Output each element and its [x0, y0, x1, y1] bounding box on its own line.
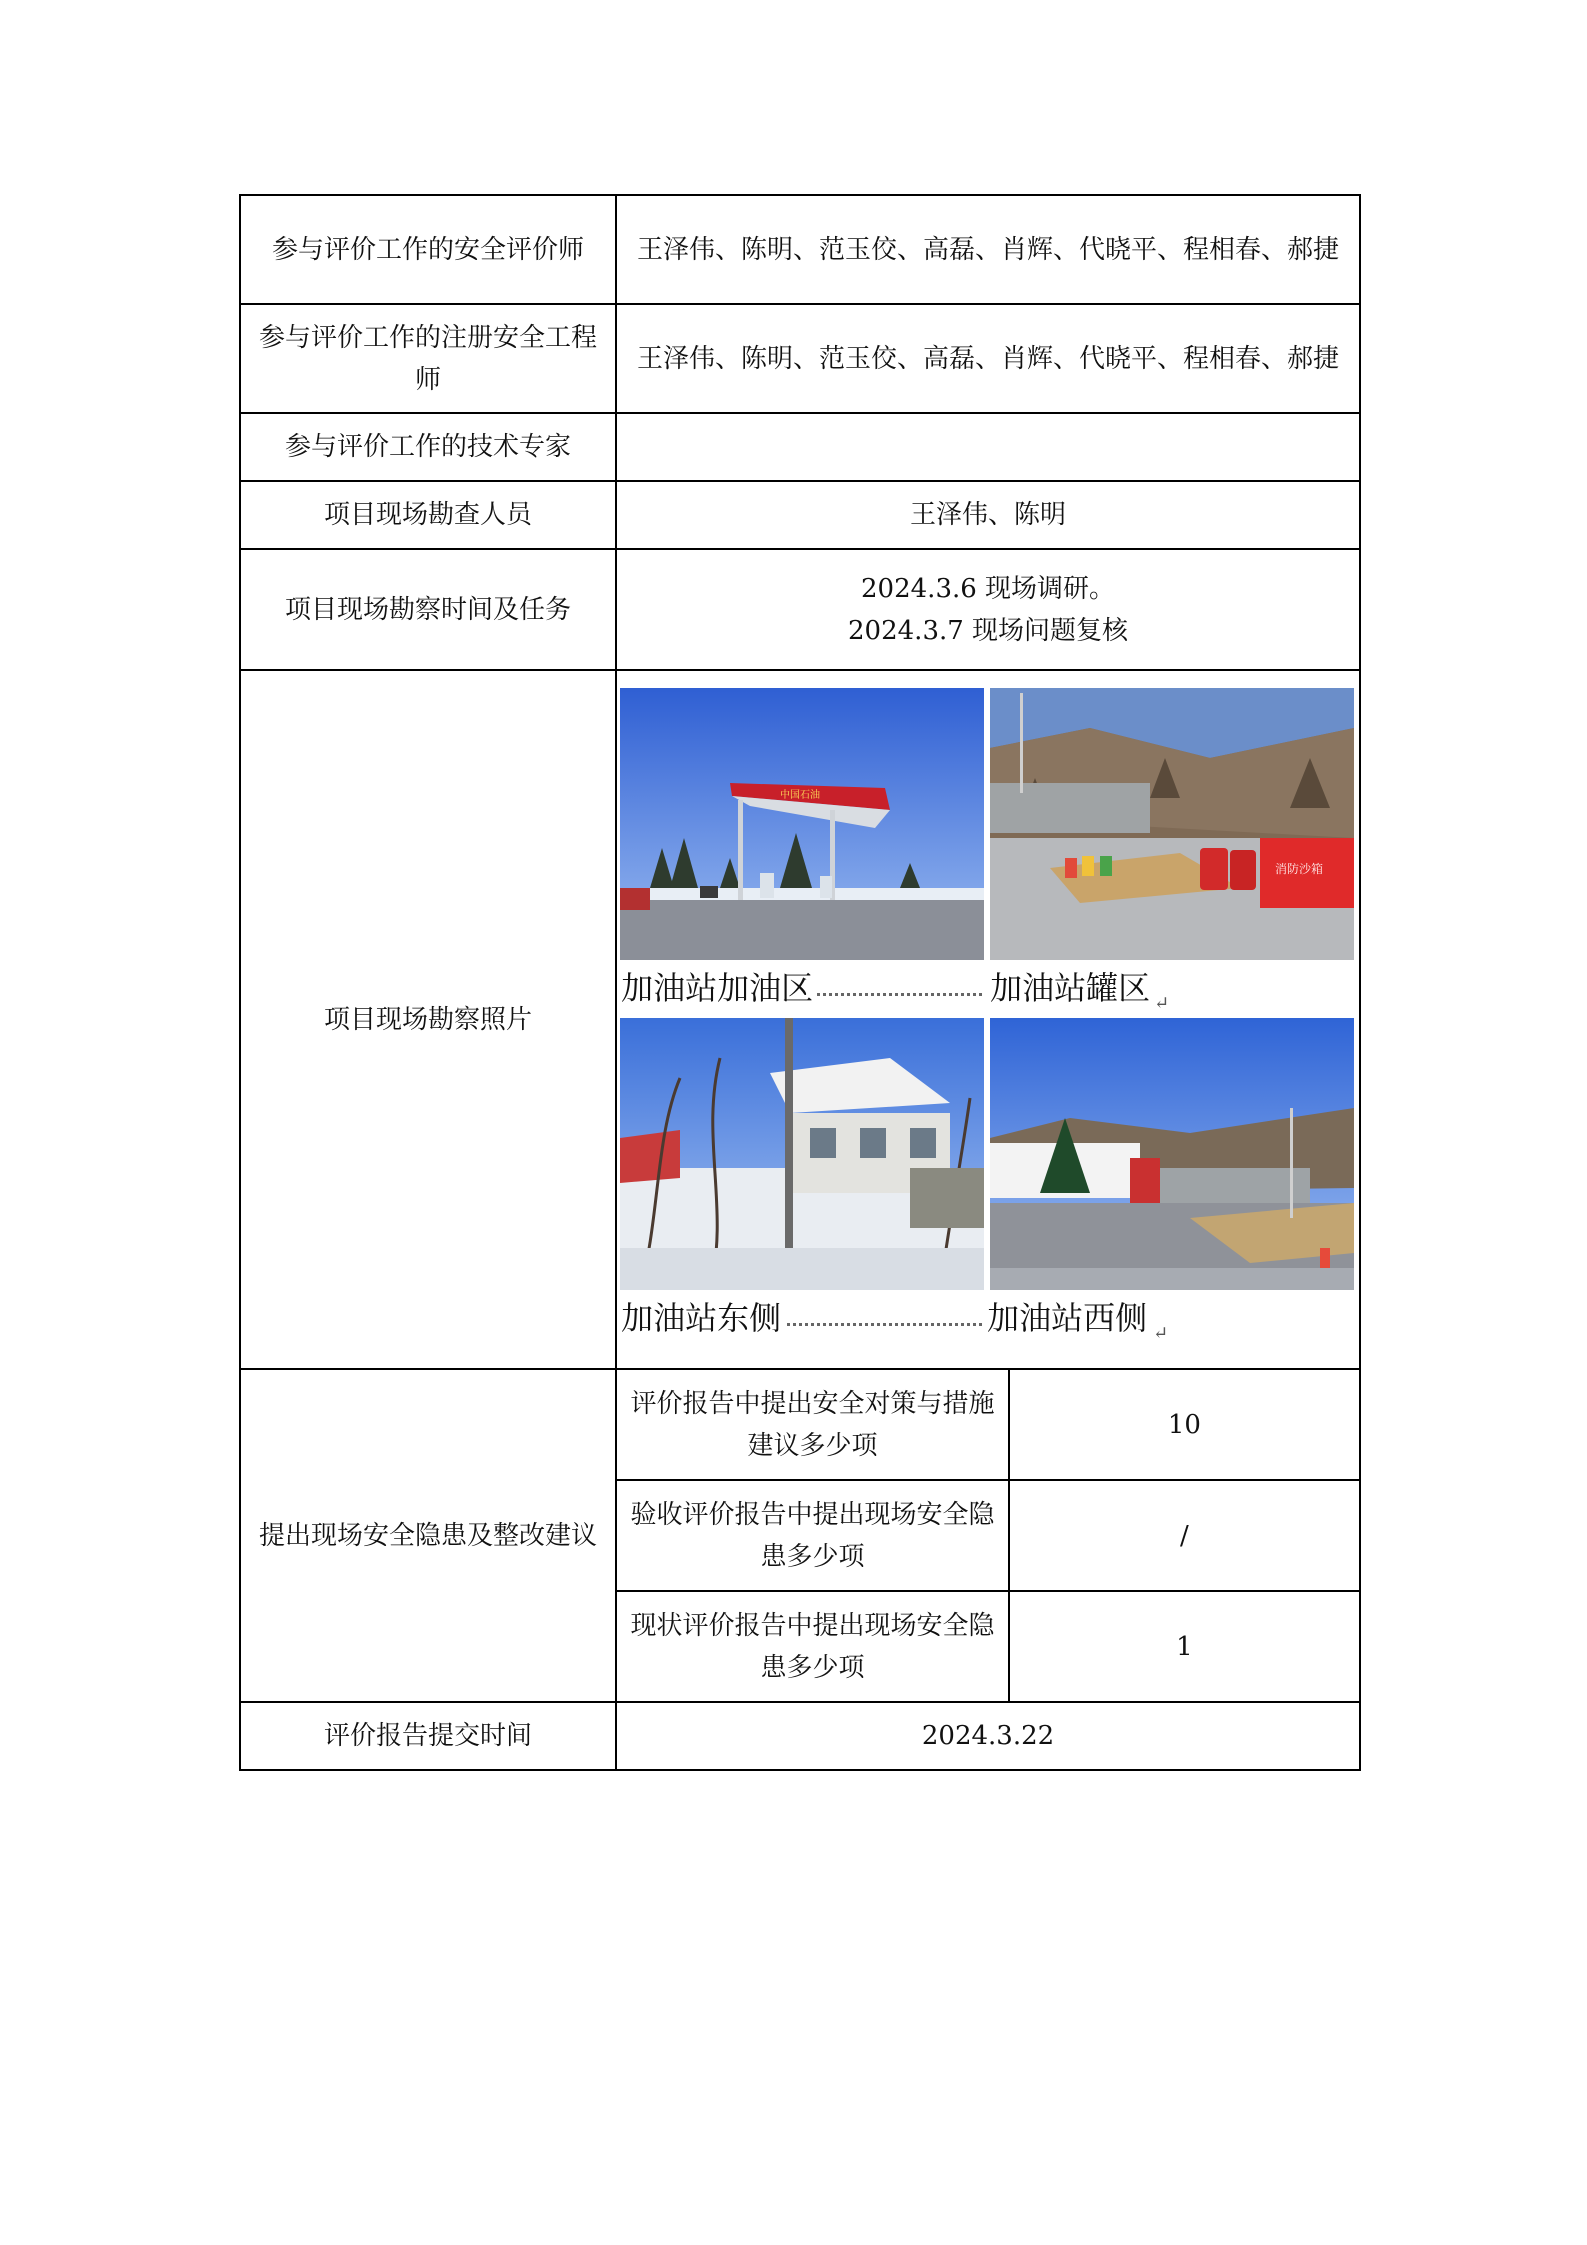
photo-grid — [616, 670, 1360, 1369]
caption-leader-dots — [817, 993, 982, 996]
hazard-item-value: 1 — [1009, 1591, 1360, 1702]
photo-fuel-area — [620, 688, 984, 960]
photo-west-side — [990, 1018, 1354, 1290]
caption-west-side: 加油站西侧 — [987, 1299, 1148, 1337]
value-submit-time: 2024.3.22 — [616, 1702, 1360, 1770]
hazard-item-value: / — [1009, 1480, 1360, 1591]
caption-tank-area: 加油站罐区 — [990, 969, 1151, 1007]
label-hazards: 提出现场安全隐患及整改建议 — [240, 1369, 616, 1702]
label-evaluators: 参与评价工作的安全评价师 — [240, 195, 616, 304]
hazard-item-label: 验收评价报告中提出现场安全隐患多少项 — [616, 1480, 1009, 1591]
svg-text:中国石油: 中国石油 — [780, 790, 821, 801]
value-experts — [616, 413, 1360, 481]
value-surveyors: 王泽伟、陈明 — [616, 481, 1360, 549]
label-submit-time: 评价报告提交时间 — [240, 1702, 616, 1770]
evaluation-info-table — [239, 194, 1361, 1771]
caption-leader-dots — [787, 1323, 982, 1326]
row-survey-time — [240, 549, 1360, 670]
paragraph-return-icon: ↵ — [1153, 1323, 1169, 1344]
row-photos — [240, 670, 1360, 1369]
row-evaluators — [240, 195, 1360, 304]
survey-date-line-2: 2024.3.7 现场问题复核 — [848, 615, 1129, 646]
value-evaluators: 王泽伟、陈明、范玉佼、高磊、肖辉、代晓平、程相春、郝捷 — [616, 195, 1360, 304]
photo-east-side — [620, 1018, 984, 1290]
label-survey-time: 项目现场勘察时间及任务 — [240, 549, 616, 670]
label-engineers: 参与评价工作的注册安全工程师 — [240, 304, 616, 413]
label-photos: 项目现场勘察照片 — [240, 670, 616, 1369]
row-engineers — [240, 304, 1360, 413]
svg-text:消防沙箱: 消防沙箱 — [1275, 862, 1324, 876]
label-experts: 参与评价工作的技术专家 — [240, 413, 616, 481]
row-experts — [240, 413, 1360, 481]
row-submit-time — [240, 1702, 1360, 1770]
survey-date-line-1: 2024.3.6 现场调研。 — [861, 573, 1116, 604]
caption-fuel-area: 加油站加油区 — [621, 969, 814, 1007]
value-engineers: 王泽伟、陈明、范玉佼、高磊、肖辉、代晓平、程相春、郝捷 — [616, 304, 1360, 413]
row-surveyors — [240, 481, 1360, 549]
hazard-item-label: 现状评价报告中提出现场安全隐患多少项 — [616, 1591, 1009, 1702]
hazard-item-value: 10 — [1009, 1369, 1360, 1480]
value-survey-time — [616, 549, 1360, 670]
caption-east-side: 加油站东侧 — [621, 1299, 782, 1337]
label-surveyors: 项目现场勘查人员 — [240, 481, 616, 549]
hazard-item-label: 评价报告中提出安全对策与措施建议多少项 — [616, 1369, 1009, 1480]
paragraph-return-icon: ↵ — [1154, 993, 1170, 1014]
photo-tank-area — [990, 688, 1354, 960]
row-hazard-1 — [240, 1369, 1360, 1480]
